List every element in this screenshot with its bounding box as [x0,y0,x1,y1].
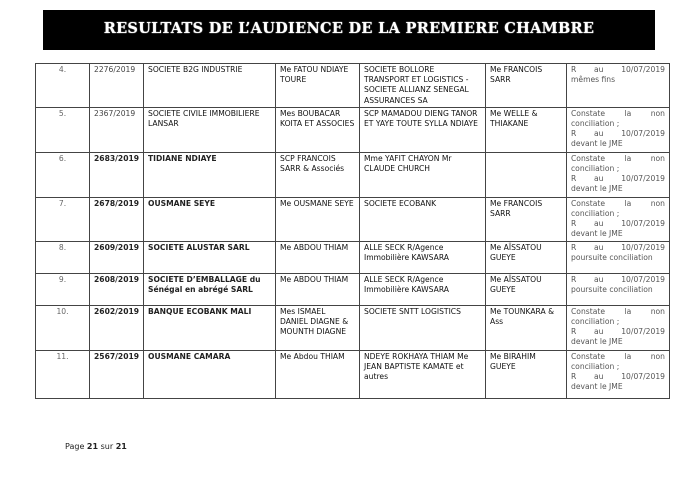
plaintiff-counsel-cell: SCP FRANCOIS SARR & Associés [276,152,360,197]
defendant-counsel-cell: Me WELLE & THIAKANE [486,107,567,152]
row-number-cell: 5. [36,107,90,152]
defendant-counsel-cell: Me AÏSSATOU GUEYE [486,273,567,305]
decision-line: Constate la non [571,108,665,118]
decision-cell [567,305,670,350]
case-number-cell: 2678/2019 [90,197,144,241]
plaintiff-counsel-cell: Mes BOUBACAR KOITA ET ASSOCIES [276,107,360,152]
page-total: 21 [115,442,127,451]
plaintiff-cell: TIDIANE NDIAYE [144,152,276,197]
decision-line: R au 10/07/2019 [571,219,665,229]
decision-line: poursuite conciliation [571,252,653,262]
defendant-counsel-cell: Me AÏSSATOU GUEYE [486,241,567,273]
decision-cell [567,107,670,152]
table-row [36,152,670,197]
decision-line: R au 10/07/2019 [571,129,665,139]
case-number-cell: 2567/2019 [90,350,144,398]
defendant-cell: SOCIETE ECOBANK [360,197,486,241]
decision-line: devant le JME [571,382,623,392]
decision-line: Constate la non [571,306,665,316]
defendant-cell: SCP MAMADOU DIENG TANOR ET YAYE TOUTE SYLLA NDIAYE [360,107,486,152]
defendant-counsel-cell [486,152,567,197]
plaintiff-cell: SOCIETE D’EMBALLAGE du Sénégal en abrégé SARL [144,273,276,305]
plaintiff-cell: OUSMANE CAMARA [144,350,276,398]
decision-cell [567,152,670,197]
plaintiff-counsel-cell: Me Abdou THIAM [276,350,360,398]
case-number-cell: 2276/2019 [90,64,144,108]
case-number-cell: 2602/2019 [90,305,144,350]
decision-line: devant le JME [571,229,623,239]
decision-line: conciliation ; [571,316,620,326]
table-row [36,305,670,350]
decision-line: Constate la non [571,198,665,208]
defendant-cell: SOCIETE SNTT LOGISTICS [360,305,486,350]
decision-line: conciliation ; [571,164,620,174]
table-row [36,64,670,108]
decision-line: conciliation ; [571,361,620,371]
plaintiff-cell: SOCIETE ALUSTAR SARL [144,241,276,273]
decision-line: R au 10/07/2019 [571,242,665,252]
decision-line: R au 10/07/2019 [571,65,665,74]
decision-line: R au 10/07/2019 [571,174,665,184]
case-number-cell: 2367/2019 [90,107,144,152]
page-separator: sur [100,442,114,451]
decision-line: mêmes fins [571,75,616,85]
decision-line: poursuite conciliation [571,284,653,294]
results-table-body [36,64,670,399]
decision-line: conciliation ; [571,119,620,129]
defendant-counsel-cell: Me BIRAHIM GUEYE [486,350,567,398]
case-number-cell: 2609/2019 [90,241,144,273]
defendant-counsel-cell: Me FRANCOIS SARR [486,64,567,108]
decision-cell [567,241,670,273]
defendant-cell: NDEYE ROKHAYA THIAM Me JEAN BAPTISTE KAMATE et autres [360,350,486,398]
table-row [36,350,670,398]
decision-line: Constate la non [571,351,665,361]
decision-line: devant le JME [571,139,623,149]
row-number-cell: 11. [36,350,90,398]
page-current: 21 [86,442,99,451]
plaintiff-counsel-cell: Me FATOU NDIAYE TOURE [276,64,360,108]
table-row [36,107,670,152]
defendant-cell: ALLE SECK R/Agence Immobilière KAWSARA [360,241,486,273]
table-row [36,241,670,273]
row-number-cell: 7. [36,197,90,241]
plaintiff-cell: SOCIETE CIVILE IMMOBILIERE LANSAR [144,107,276,152]
defendant-cell: SOCIETE BOLLORE TRANSPORT ET LOGISTICS -SOCIETE ALLIANZ SENEGAL ASSURANCES SA [360,64,486,108]
decision-line: devant le JME [571,184,623,194]
decision-cell [567,197,670,241]
decision-cell [567,273,670,305]
decision-cell [567,64,670,108]
decision-line: conciliation ; [571,209,620,219]
row-number-cell: 10. [36,305,90,350]
decision-line: devant le JME [571,337,623,347]
decision-line: R au 10/07/2019 [571,372,665,382]
plaintiff-counsel-cell: Me ABDOU THIAM [276,273,360,305]
results-table [35,63,670,399]
decision-line: R au 10/07/2019 [571,327,665,337]
table-row [36,197,670,241]
plaintiff-cell: BANQUE ECOBANK MALI [144,305,276,350]
decision-line: R au 10/07/2019 [571,274,665,284]
plaintiff-cell: SOCIETE B2G INDUSTRIE [144,64,276,108]
case-number-cell: 2683/2019 [90,152,144,197]
case-number-cell: 2608/2019 [90,273,144,305]
page-title: RESULTATS DE L’AUDIENCE DE LA PREMIERE CHAMBRE [103,20,595,37]
title-banner [43,10,655,50]
row-number-cell: 6. [36,152,90,197]
defendant-cell: Mme YAFIT CHAYON Mr CLAUDE CHURCH [360,152,486,197]
row-number-cell: 8. [36,241,90,273]
row-number-cell: 4. [36,64,90,108]
table-row [36,273,670,305]
plaintiff-counsel-cell: Me OUSMANE SEYE [276,197,360,241]
plaintiff-cell: OUSMANE SEYE [144,197,276,241]
decision-cell [567,350,670,398]
page-label: Page [65,442,85,451]
plaintiff-counsel-cell: Mes ISMAEL DANIEL DIAGNE & MOUNTH DIAGNE [276,305,360,350]
defendant-counsel-cell: Me FRANCOIS SARR [486,197,567,241]
plaintiff-counsel-cell: Me ABDOU THIAM [276,241,360,273]
decision-line: Constate la non [571,153,665,163]
row-number-cell: 9. [36,273,90,305]
defendant-counsel-cell: Me TOUNKARA & Ass [486,305,567,350]
defendant-cell: ALLE SECK R/Agence Immobilière KAWSARA [360,273,486,305]
page-footer [65,442,127,451]
